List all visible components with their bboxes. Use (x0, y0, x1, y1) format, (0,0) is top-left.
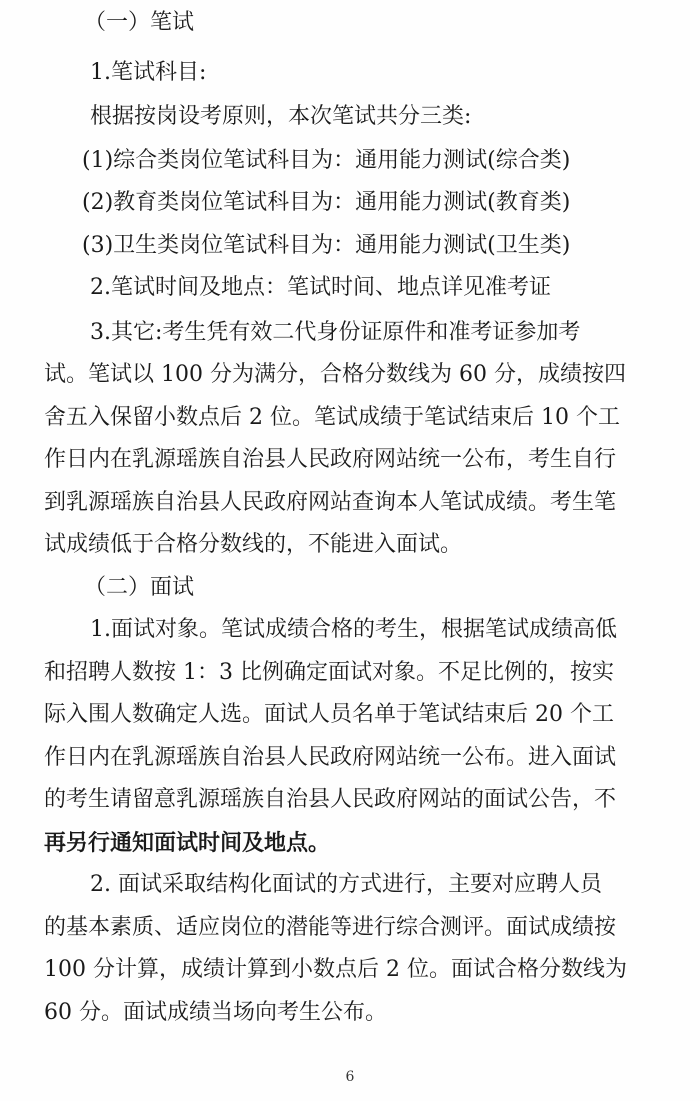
paragraph-line: 100 分计算，成绩计算到小数点后 2 位。面试合格分数线为 (44, 957, 627, 982)
emphasis-line: 再另行通知面试时间及地点。 (44, 830, 331, 856)
paragraph-line: 作日内在乳源瑶族自治县人民政府网站统一公布，考生自行 (44, 447, 617, 472)
item3-line-2 (0, 360, 700, 390)
s2-item1-line-1 (0, 615, 700, 645)
s2-item1-line-4 (0, 743, 700, 773)
s2-item1-line-3 (0, 700, 700, 730)
section1-item1-label: 1.笔试科目: (90, 60, 207, 85)
category-item: (3)卫生类岗位笔试科目为：通用能力测试(卫生类) (82, 233, 571, 258)
section2-heading-line (0, 573, 700, 603)
s2-item2-line-2 (0, 913, 700, 943)
item3-line-1 (0, 318, 700, 348)
item3-line-3 (0, 403, 700, 433)
section1-intro-line (0, 102, 700, 132)
category-item: (1)综合类岗位笔试科目为：通用能力测试(综合类) (82, 148, 571, 173)
paragraph-line: 际入围人数确定人选。面试人员名单于笔试结束后 20 个工 (44, 702, 614, 727)
s2-item1-bold-line (0, 828, 700, 858)
category-line-1 (0, 146, 700, 176)
section1-intro: 根据按岗设考原则，本次笔试共分三类: (90, 104, 472, 129)
paragraph-line: 舍五入保留小数点后 2 位。笔试成绩于笔试结束后 10 个工 (44, 405, 620, 430)
s2-item1-line-2 (0, 658, 700, 688)
paragraph-line: 和招聘人数按 1：3 比例确定面试对象。不足比例的，按实 (44, 660, 614, 685)
paragraph-line: 3.其它:考生凭有效二代身份证原件和准考证参加考 (90, 320, 581, 345)
s2-item2-line-4 (0, 998, 700, 1028)
paragraph-line: 1.面试对象。笔试成绩合格的考生，根据笔试成绩高低 (90, 617, 617, 642)
s2-item1-line-5 (0, 785, 700, 815)
section1-item2-line (0, 273, 700, 303)
paragraph-line: 的考生请留意乳源瑶族自治县人民政府网站的面试公告，不 (44, 787, 617, 812)
s2-item2-line-3 (0, 955, 700, 985)
category-line-3 (0, 231, 700, 261)
paragraph-line: 作日内在乳源瑶族自治县人民政府网站统一公布。进入面试 (44, 745, 617, 770)
paragraph-line: 60 分。面试成绩当场向考生公布。 (44, 1000, 387, 1025)
page-number: 6 (345, 1069, 355, 1085)
paragraph-line: 试成绩低于合格分数线的，不能进入面试。 (44, 532, 463, 557)
section1-heading: （一）笔试 (84, 10, 195, 35)
category-item: (2)教育类岗位笔试科目为：通用能力测试(教育类) (82, 190, 571, 215)
s2-item2-line-1 (0, 870, 700, 900)
paragraph-line: 到乳源瑶族自治县人民政府网站查询本人笔试成绩。考生笔 (44, 490, 617, 515)
paragraph-line: 试。笔试以 100 分为满分，合格分数线为 60 分，成绩按四 (44, 362, 626, 387)
section2-heading: （二）面试 (84, 575, 195, 600)
category-line-2 (0, 188, 700, 218)
item3-line-4 (0, 445, 700, 475)
section1-item2: 2.笔试时间及地点：笔试时间、地点详见准考证 (90, 275, 551, 300)
item3-line-6 (0, 530, 700, 560)
item3-line-5 (0, 488, 700, 518)
section1-item1-line (0, 58, 700, 88)
section1-heading-line (0, 8, 700, 38)
paragraph-line: 2. 面试采取结构化面试的方式进行，主要对应聘人员 (90, 872, 602, 897)
paragraph-line: 的基本素质、适应岗位的潜能等进行综合测评。面试成绩按 (44, 915, 617, 940)
